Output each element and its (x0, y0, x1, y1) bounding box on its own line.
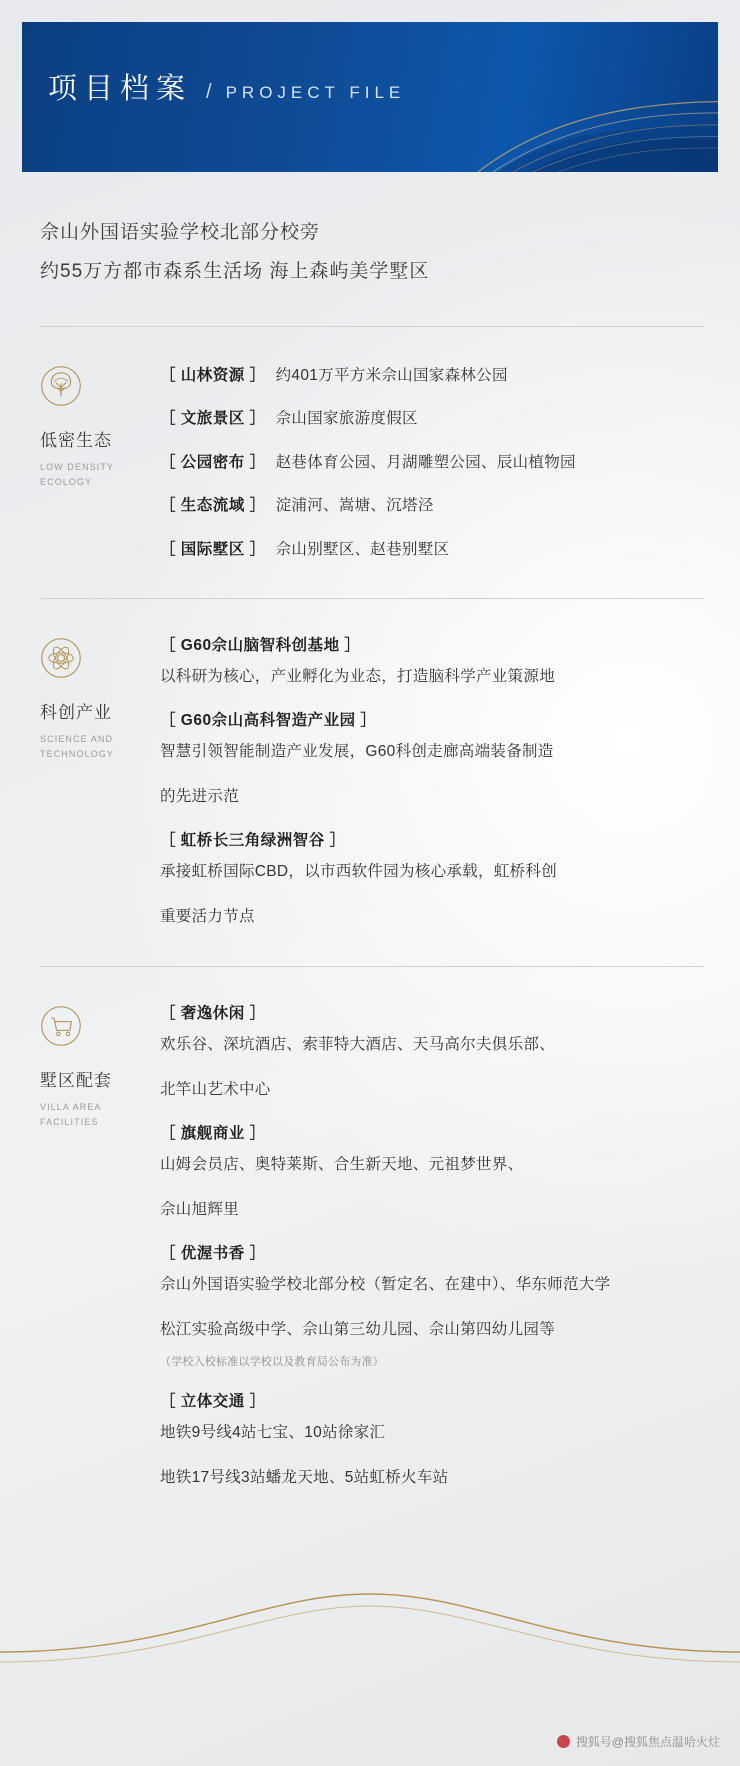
section-2-name-en-1: SCIENCE AND (40, 734, 114, 745)
list-item (160, 1389, 704, 1493)
list-item (160, 1121, 704, 1225)
list-item (160, 633, 704, 692)
block-para: 以科研为核心，产业孵化为业态，打造脑科学产业策源地 (160, 668, 556, 686)
section-2-content (152, 633, 704, 932)
block-note: （学校入校标准以学校以及教育局公布为准） (160, 1356, 384, 1369)
section-2-name-en-2: TECHNOLOGY (40, 748, 115, 759)
block-tag: ［ 立体交通 ］ (160, 1392, 266, 1410)
list-item (160, 404, 704, 433)
section-1-content (152, 361, 704, 564)
bottom-ornament (0, 1590, 740, 1680)
row-value: 佘山国家旅游度假区 (275, 410, 418, 428)
intro-line-2: 约55万方都市森系生活场 海上森屿美学墅区 (40, 260, 430, 282)
block-para: 重要活力节点 (160, 908, 255, 926)
section-1-name-en-1: LOW DENSITY (40, 461, 115, 472)
section-2-label (40, 633, 152, 762)
block-tag: ［ 虹桥长三角绿洲智谷 ］ (160, 832, 346, 850)
row-tag: ［ 山林资源 ］ (160, 366, 266, 384)
list-item (160, 491, 704, 520)
banner-title (48, 66, 405, 107)
row-value: 淀浦河、嵩塘、沉塔泾 (275, 497, 434, 515)
block-tag: ［ 旗舰商业 ］ (160, 1125, 266, 1143)
section-1-label (40, 361, 152, 490)
banner-title-slash: / (206, 81, 212, 103)
tree-icon (40, 365, 82, 407)
block-para: 松江实验高级中学、佘山第三幼儿园、佘山第四幼儿园等 (160, 1321, 556, 1339)
block-para: 佘山旭辉里 (160, 1201, 240, 1219)
list-item (160, 448, 704, 477)
footer-credit (557, 1733, 720, 1750)
section-2-name-cn: 科创产业 (40, 703, 112, 723)
intro-block (40, 214, 704, 326)
block-para: 地铁9号线4站七宝、10站徐家汇 (160, 1423, 386, 1441)
block-para: 的先进示范 (160, 788, 240, 806)
list-item (160, 708, 704, 812)
block-para: 智慧引领智能制造产业发展，G60科创走廊高端装备制造 (160, 743, 554, 761)
block-para: 山姆会员店、奥特莱斯、合生新天地、元祖梦世界、 (160, 1156, 524, 1174)
list-item (160, 361, 704, 390)
section-science-technology (0, 599, 740, 966)
row-tag: ［ 生态流域 ］ (160, 497, 266, 515)
intro-line-1: 佘山外国语实验学校北部分校旁 (40, 222, 321, 243)
block-tag: ［ G60佘山脑智科创基地 ］ (160, 637, 361, 655)
banner-title-en: PROJECT FILE (225, 83, 406, 102)
cart-icon (40, 1005, 82, 1047)
section-3-name-en-1: VILLA AREA (40, 1102, 102, 1113)
list-item (160, 535, 704, 564)
section-3-name-cn: 墅区配套 (40, 1071, 112, 1091)
section-3-label (40, 1001, 152, 1130)
row-value: 约401万平方米佘山国家森林公园 (275, 366, 508, 384)
atom-icon (40, 637, 82, 679)
section-3-name-en-2: FACILITIES (40, 1116, 99, 1127)
block-tag: ［ G60佘山高科智造产业园 ］ (160, 712, 377, 730)
list-item (160, 1241, 704, 1373)
row-value: 佘山别墅区、赵巷别墅区 (275, 540, 450, 558)
sohu-logo-icon (557, 1735, 570, 1748)
section-low-density-ecology (0, 327, 740, 598)
row-tag: ［ 国际墅区 ］ (160, 540, 266, 558)
block-para: 佘山外国语实验学校北部分校（暂定名、在建中）、华东师范大学 (160, 1276, 611, 1294)
banner-title-cn: 项目档案 (48, 73, 193, 105)
block-para: 承接虹桥国际CBD，以市西软件园为核心承载，虹桥科创 (160, 863, 558, 881)
row-tag: ［ 文旅景区 ］ (160, 410, 266, 428)
row-tag: ［ 公园密布 ］ (160, 453, 266, 471)
block-para: 欢乐谷、深坑酒店、索菲特大酒店、天马高尔夫俱乐部、 (160, 1036, 556, 1054)
section-1-name-en-2: ECOLOGY (40, 476, 93, 487)
row-value: 赵巷体育公园、月湖雕塑公园、辰山植物园 (275, 453, 576, 471)
banner-wave-ornament (438, 22, 718, 172)
section-3-content (152, 1001, 704, 1493)
section-villa-facilities (0, 967, 740, 1527)
block-tag: ［ 奢逸休闲 ］ (160, 1005, 266, 1023)
block-para: 北竿山艺术中心 (160, 1081, 271, 1099)
footer-label: 搜狐号@搜狐焦点温哈火炷 (575, 1735, 720, 1749)
list-item (160, 828, 704, 932)
block-para: 地铁17号线3站蟠龙天地、5站虹桥火车站 (160, 1468, 449, 1486)
header-banner (22, 22, 718, 172)
block-tag: ［ 优渥书香 ］ (160, 1245, 266, 1263)
section-1-name-cn: 低密生态 (40, 430, 112, 450)
list-item (160, 1001, 704, 1105)
